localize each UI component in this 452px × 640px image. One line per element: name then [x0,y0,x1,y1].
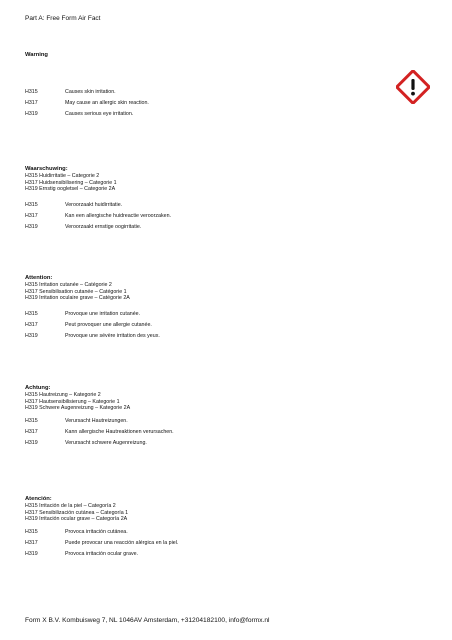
hazard-code: H319 [25,224,38,230]
hazard-code: H315 [25,418,38,424]
hazard-text: Verursacht schwere Augenreizung. [65,440,147,446]
hazard-statement [25,312,140,317]
hazard-text: Veroorzaakt huidirritatie. [65,202,123,208]
hazard-code: H319 [25,111,38,117]
document-header: Part A: Free Form Air Fact [25,15,101,22]
exclamation-mark-hazard-icon [396,70,430,104]
hazard-code: H317 [25,322,38,328]
hazard-code: H317 [25,429,38,435]
hazard-statement [25,530,128,535]
hazard-text: Kann allergische Hautreaktionen verursachen. [65,429,174,435]
hazard-text: Verursacht Hautreizungen. [65,418,128,424]
hazard-text: May cause an allergic skin reaction. [65,100,149,106]
hazard-statement [25,214,171,219]
hazard-statement [25,441,147,446]
section-heading: Waarschuwing: [25,166,68,172]
hazard-code: H319 [25,440,38,446]
hazard-code: H319 [25,333,38,339]
classification-line: H317 Sensibilización cutánea – Categoría 1 [25,509,129,516]
classification-line: H319 Schwere Augenreizung – Kategorie 2A [25,405,131,411]
hazard-text: Causes skin irritation. [65,89,116,95]
hazard-text: Kan een allergische huidreactie veroorzaken. [65,213,172,219]
section-heading: Atención: [25,496,52,502]
classification-line: H317 Huidsensibilisering – Categorie 1 [25,179,117,186]
hazard-code: H319 [25,551,38,557]
hazard-statement [25,323,152,328]
section-heading: Warning [25,52,48,58]
hazard-text: Provoque une sévère irritation des yeux. [65,333,160,339]
hazard-statement [25,203,122,208]
hazard-code: H315 [25,529,38,535]
classification-line: H317 Sensibilisation cutanée – Catégorie 1 [25,288,127,295]
hazard-text: Veroorzaakt ernstige oogirritatie. [65,224,142,230]
hazard-text: Puede provocar una reacción alérgica en la piel. [65,540,179,546]
hazard-text: Provoque une irritation cutanée. [65,311,141,317]
section-heading: Attention: [25,275,53,281]
hazard-text: Provoca irritación cutánea. [65,529,128,535]
hazard-text: Provoca irritación ocular grave. [65,551,139,557]
hazard-code: H317 [25,540,38,546]
hazard-statement [25,419,128,424]
classification-line: H315 Huidirritatie – Categorie 2 [25,173,100,179]
document-footer: Form X B.V. Kombuisweg 7, NL 1046AV Amsterdam, +31204182100, info@formx.nl [25,617,270,624]
classification-line: H317 Hautsensibilisierung – Kategorie 1 [25,398,120,405]
hazard-code: H315 [25,202,38,208]
hazard-code: H317 [25,213,38,219]
hazard-statement [25,90,116,95]
hazard-code: H315 [25,311,38,317]
hazard-text: Peut provoquer une allergie cutanée. [65,322,152,328]
hazard-statement [25,430,174,435]
classification-line: H319 Irritation oculaire grave – Catégorie 2A [25,295,130,301]
section-heading: Achtung: [25,385,51,391]
hazard-statement [25,552,138,557]
hazard-statement [25,334,160,339]
classification-line: H315 Irritation cutanée – Catégorie 2 [25,282,112,288]
hazard-code: H315 [25,89,38,95]
hazard-code: H317 [25,100,38,106]
classification-line: H319 Ernstig oogletsel – Categorie 2A [25,186,116,192]
classification-line: H315 Hautreizung – Kategorie 2 [25,392,101,398]
classification-line: H315 Irritación de la piel – Categoría 2 [25,503,116,509]
hazard-text: Causes serious eye irritation. [65,111,134,117]
hazard-statement [25,541,178,546]
hazard-statement [25,225,141,230]
hazard-statement [25,112,133,117]
hazard-statement [25,101,149,106]
classification-line: H319 Irritación ocular grave – Categoría 2A [25,516,128,522]
